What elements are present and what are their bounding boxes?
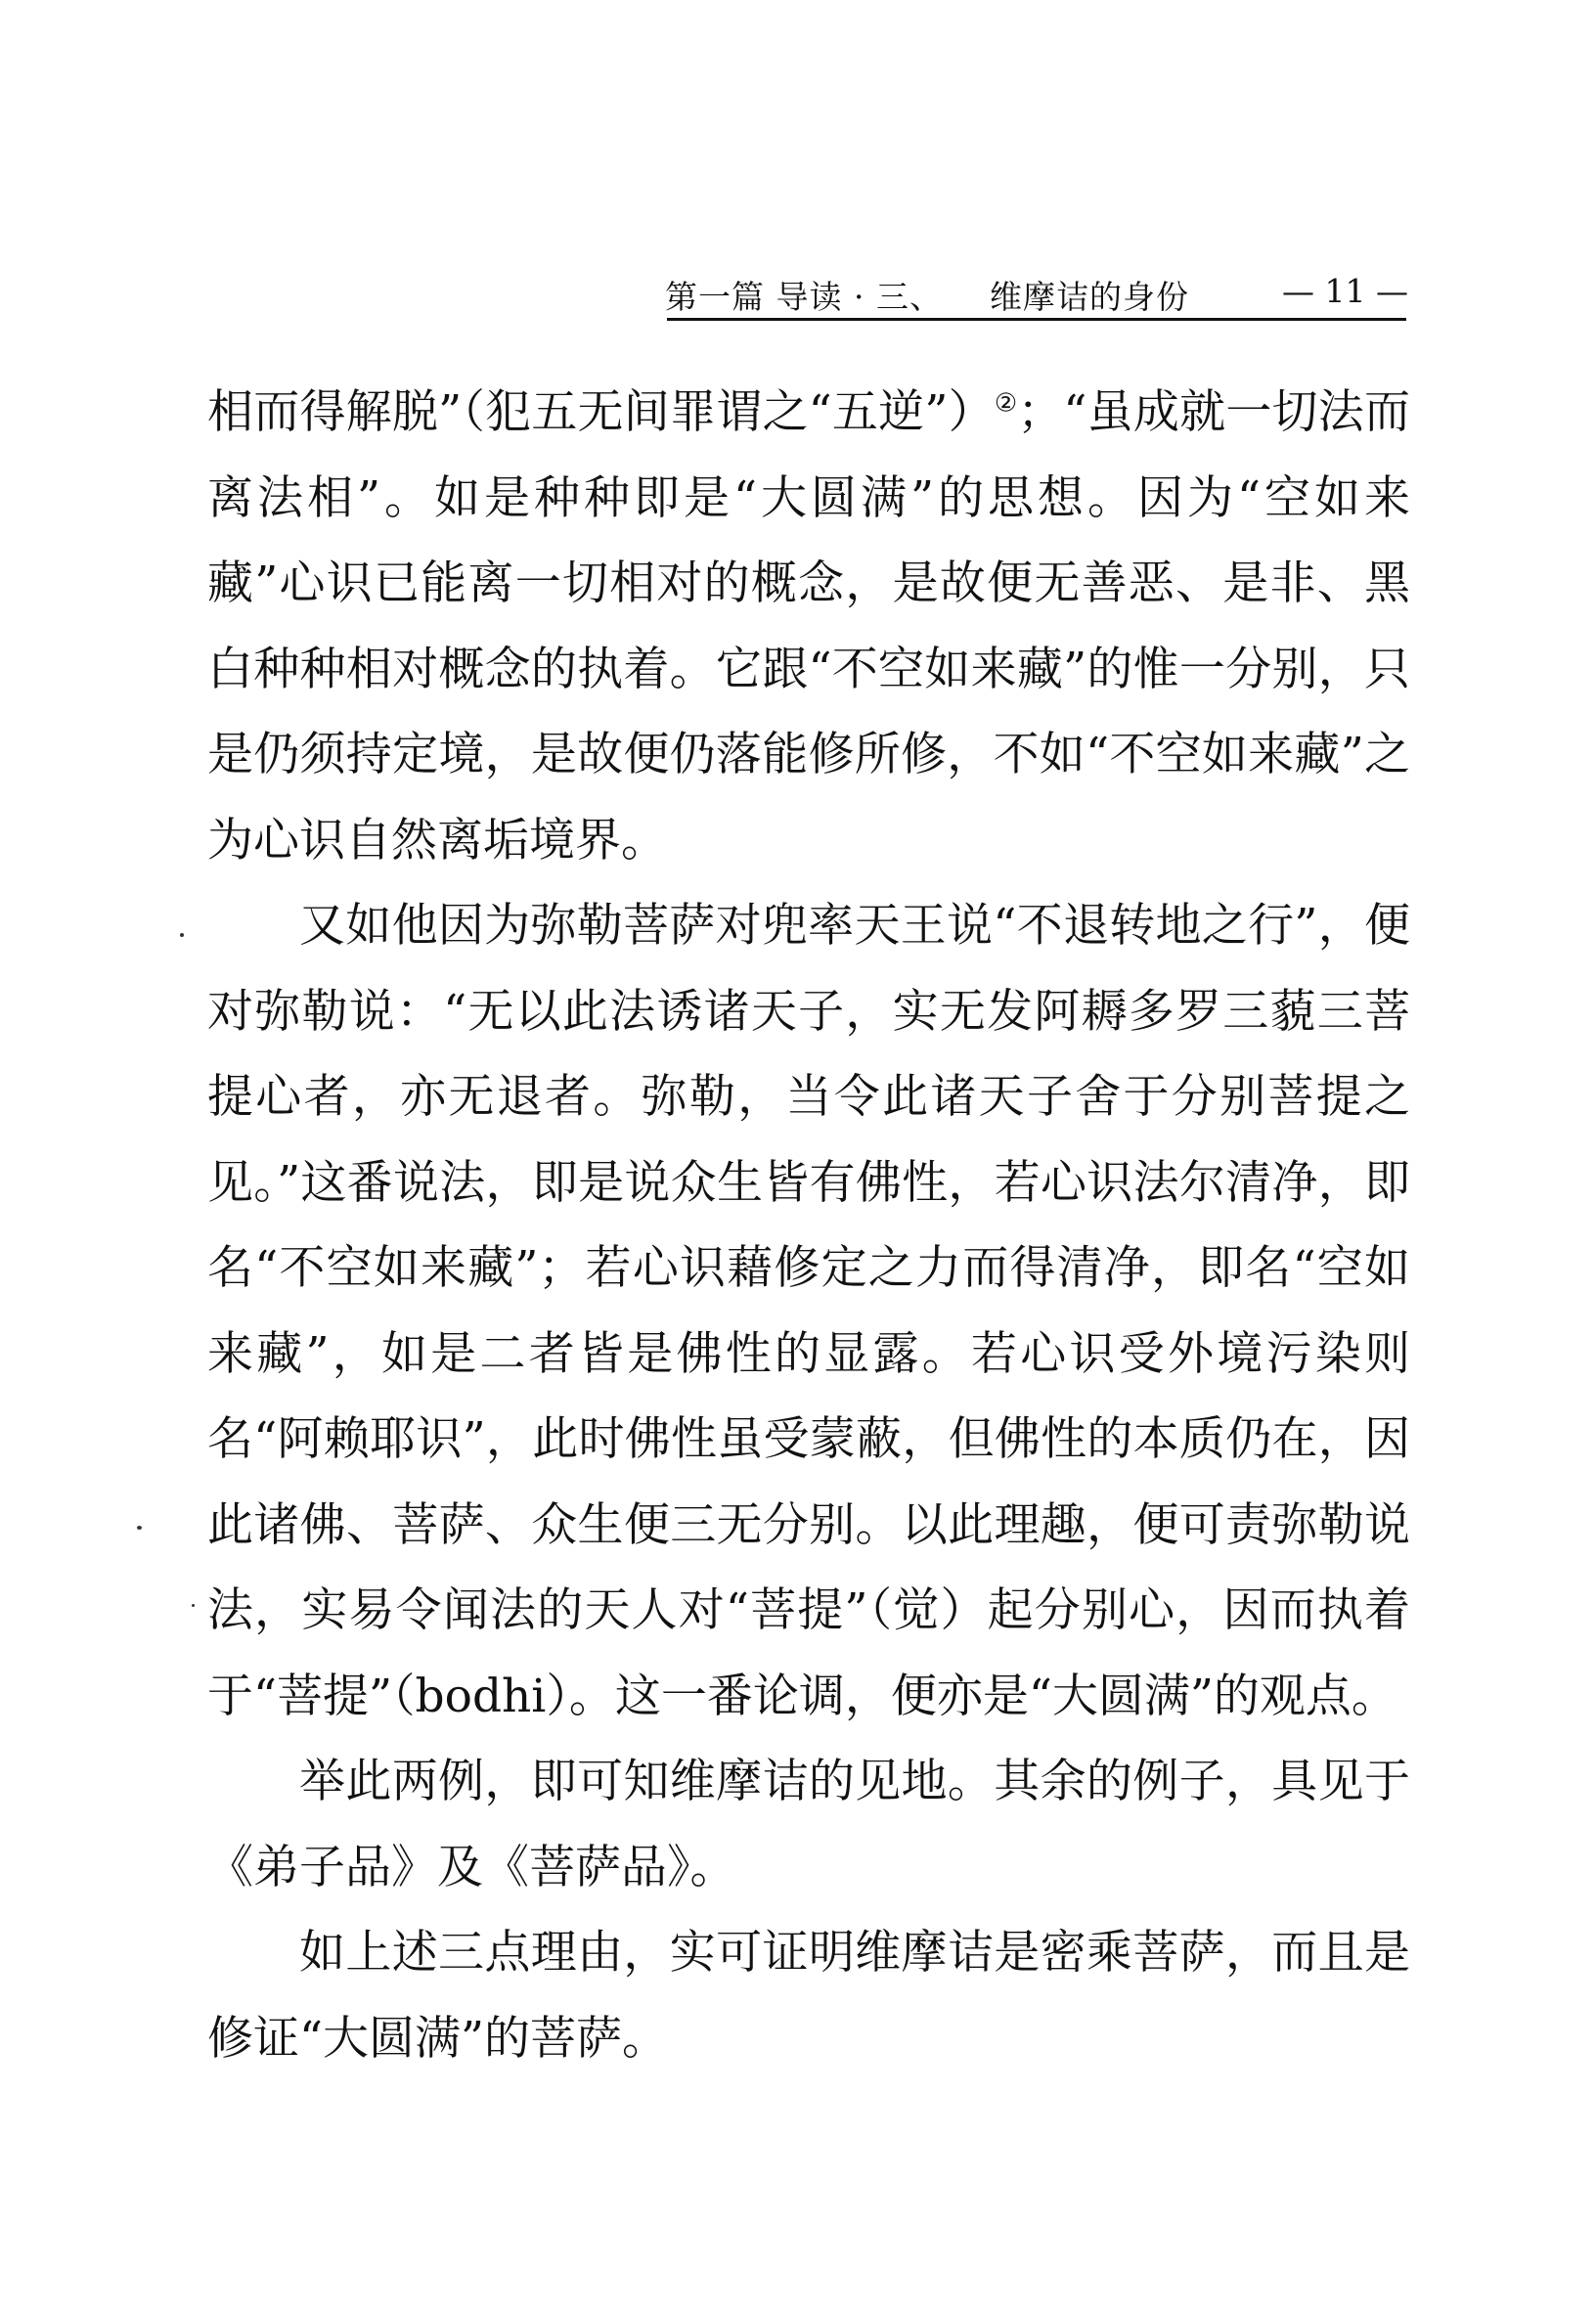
header-section-title: 维摩诘的身份	[990, 278, 1189, 316]
scan-speck	[192, 1604, 195, 1607]
footnote-marker: ②	[994, 388, 1018, 419]
paragraph-3: 举此两例，即可知维摩诘的见地。其余的例子，具见于《弟子品》及《菩萨品》。	[207, 1755, 1410, 1894]
running-header	[665, 262, 1408, 317]
scan-speck	[180, 933, 184, 937]
body-text	[207, 370, 1410, 2081]
paragraph-1-text-a: 相而得解脱”（犯五无间罪谓之“五逆”）	[207, 385, 995, 439]
scan-speck	[137, 1526, 142, 1530]
header-rule	[667, 318, 1406, 321]
header-chapter-title: 第一篇 导读 · 三、	[665, 278, 943, 316]
page-number: — 11 —	[1282, 272, 1408, 310]
paragraph-4: 如上述三点理由，实可证明维摩诘是密乘菩萨，而且是修证“大圆满”的菩萨。	[207, 1926, 1410, 2066]
paragraph-2: 又如他因为弥勒菩萨对兜率天王说“不退转地之行”，便对弥勒说：“无以此法诱诸天子，实无发阿耨多罗三藐三菩提心者，亦无退者。弥勒，当令此诸天子舍于分别菩提之见。”这番说法，即是说众生皆有佛性，若心识法尔清净，即名“不空如来藏”；若心识藉修定之力而得清净，即名“空如来藏”，如是二者皆是佛性的显露。若心识受外境污染则名“阿赖耶识”，此时佛性虽受蒙蔽，但佛性的本质仍在，因此诸佛、菩萨、众生便三无分别。以此理趣，便可责弥勒说法，实易令闻法的天人对“菩提”（觉）起分别心，因而执着于“菩提”（bodhi）。这一番论调，便亦是“大圆满”的观点。	[207, 899, 1410, 1723]
paragraph-1	[207, 370, 1410, 883]
paragraph-1-text-b: ；“虽成就一切法而离法相”。如是种种即是“大圆满”的思想。因为“空如来藏”心识已能离一切相对的概念，是故便无善恶、是非、黑白种种相对概念的执着。它跟“不空如来藏”的惟一分别，只是仍须持定境，是故便仍落能修所修，不如“不空如来藏”之为心识自然离垢境界。	[207, 385, 1411, 868]
